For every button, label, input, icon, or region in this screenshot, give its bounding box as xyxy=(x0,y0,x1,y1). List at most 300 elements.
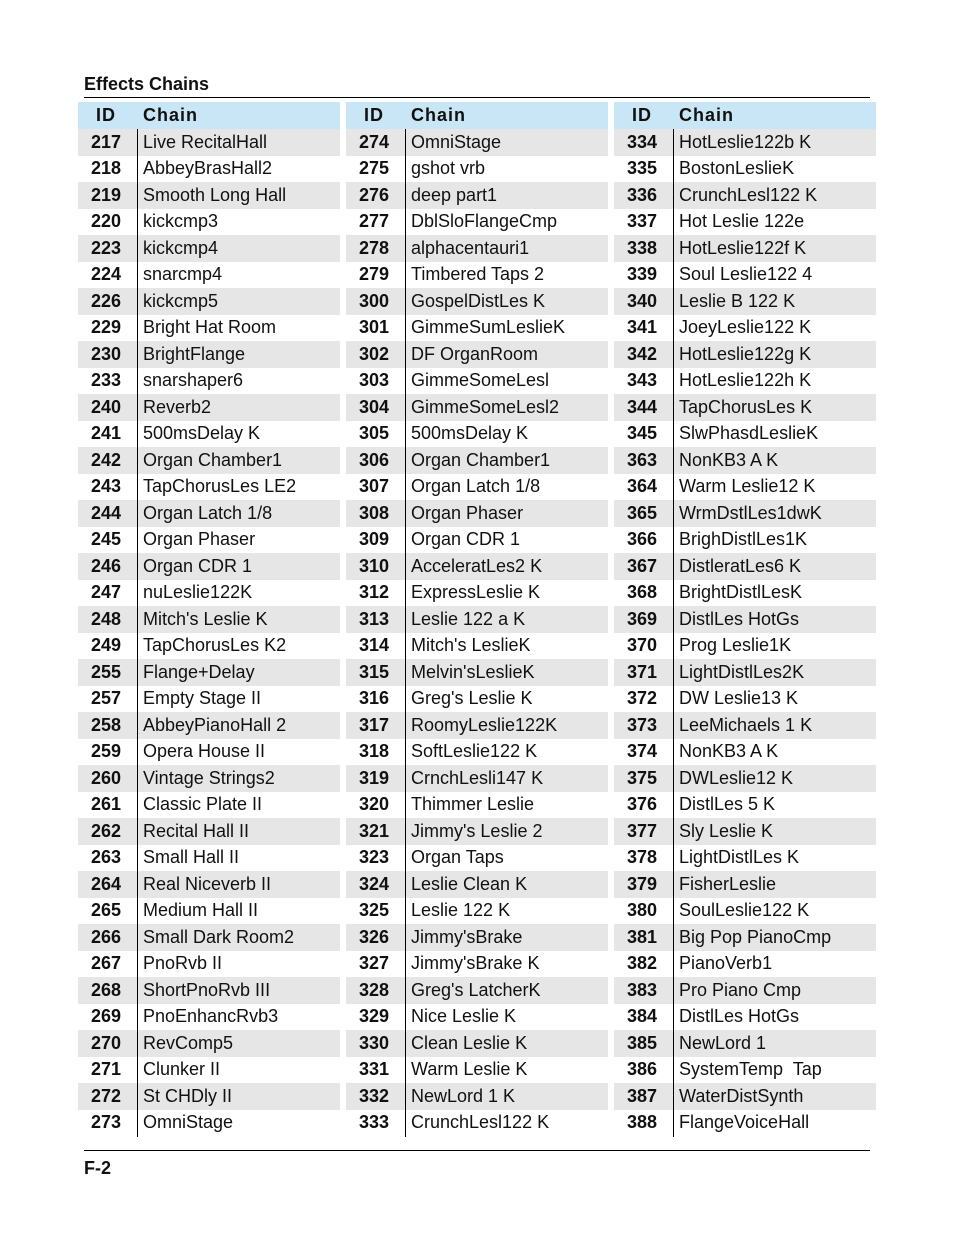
chain-id: 303 xyxy=(358,370,390,391)
chain-id: 307 xyxy=(358,476,390,497)
chain-name: Organ Chamber1 xyxy=(411,449,551,470)
chain-id: 217 xyxy=(90,131,122,152)
chain-id: 325 xyxy=(358,900,390,921)
chain-id: 218 xyxy=(90,158,122,179)
chain-name: ShortPnoRvb III xyxy=(143,979,271,1000)
chain-name: nuLeslie122K xyxy=(143,582,253,603)
chain-name: Thimmer Leslie xyxy=(411,794,535,815)
chain-name: Mitch's Leslie K xyxy=(143,608,268,629)
table-row xyxy=(78,792,340,819)
chain-id: 383 xyxy=(626,979,658,1000)
table-row xyxy=(78,129,340,156)
column-divider xyxy=(137,129,138,1137)
chain-id: 247 xyxy=(90,582,122,603)
chain-id: 248 xyxy=(90,608,122,629)
chain-name: LightDistlLes2K xyxy=(679,661,805,682)
table-row xyxy=(614,129,876,156)
chain-name: 500msDelay K xyxy=(143,423,261,444)
chain-name: TapChorusLes K2 xyxy=(143,635,287,656)
table-row xyxy=(78,368,340,395)
chain-id: 368 xyxy=(626,582,658,603)
chain-name: Organ Phaser xyxy=(143,529,256,550)
table-row xyxy=(78,712,340,739)
table-row xyxy=(346,421,608,448)
chain-name: FisherLeslie xyxy=(679,873,777,894)
chain-id: 370 xyxy=(626,635,658,656)
chain-id: 241 xyxy=(90,423,122,444)
table-row xyxy=(614,394,876,421)
table-row xyxy=(346,500,608,527)
chain-id: 274 xyxy=(358,131,390,152)
chain-name: BrighDistlLes1K xyxy=(679,529,808,550)
table-header-row xyxy=(78,102,340,129)
table-row xyxy=(346,288,608,315)
table-row xyxy=(614,712,876,739)
table-row xyxy=(346,368,608,395)
table-row xyxy=(346,606,608,633)
table-row xyxy=(346,977,608,1004)
chain-name: HotLeslie122b K xyxy=(679,131,812,152)
chain-id: 334 xyxy=(626,131,658,152)
chain-id: 242 xyxy=(90,449,122,470)
table-row xyxy=(614,606,876,633)
table-row xyxy=(346,447,608,474)
chain-id: 367 xyxy=(626,555,658,576)
chain-name: Warm Leslie12 K xyxy=(679,476,816,497)
chain-id: 373 xyxy=(626,714,658,735)
chain-name: kickcmp5 xyxy=(143,290,219,311)
table-row xyxy=(346,659,608,686)
chain-id: 271 xyxy=(90,1059,122,1080)
chain-name: DistleratLes6 K xyxy=(679,555,802,576)
chain-name: Jimmy'sBrake K xyxy=(411,953,540,974)
chain-id: 374 xyxy=(626,741,658,762)
table-row xyxy=(346,792,608,819)
chain-id: 328 xyxy=(358,979,390,1000)
table-row xyxy=(346,129,608,156)
table-row xyxy=(614,686,876,713)
footer-rule xyxy=(84,1150,870,1151)
chain-name: HotLeslie122h K xyxy=(679,370,812,391)
table-row xyxy=(614,341,876,368)
table-row xyxy=(346,951,608,978)
chain-name: Hot Leslie 122e xyxy=(679,211,805,232)
chain-name: SlwPhasdLeslieK xyxy=(679,423,819,444)
table-row xyxy=(78,315,340,342)
table-row xyxy=(614,500,876,527)
table-row xyxy=(78,739,340,766)
table-row xyxy=(614,527,876,554)
chain-id: 377 xyxy=(626,820,658,841)
table-row xyxy=(346,924,608,951)
chain-name: RevComp5 xyxy=(143,1032,234,1053)
table-row xyxy=(78,527,340,554)
table-row xyxy=(346,553,608,580)
table-row xyxy=(78,633,340,660)
chain-name: LightDistlLes K xyxy=(679,847,800,868)
table-row xyxy=(614,235,876,262)
chain-id: 379 xyxy=(626,873,658,894)
chain-id: 306 xyxy=(358,449,390,470)
table-row xyxy=(614,659,876,686)
chain-name: Leslie 122 a K xyxy=(411,608,526,629)
chain-name: Medium Hall II xyxy=(143,900,259,921)
chain-id: 277 xyxy=(358,211,390,232)
table-row xyxy=(346,156,608,183)
chain-id: 243 xyxy=(90,476,122,497)
table-row xyxy=(346,765,608,792)
chain-name: CrnchLesli147 K xyxy=(411,767,544,788)
table-row xyxy=(78,1057,340,1084)
chain-name: Big Pop PianoCmp xyxy=(679,926,832,947)
chain-name: Jimmy'sBrake xyxy=(411,926,523,947)
chain-id: 244 xyxy=(90,502,122,523)
chain-id: 323 xyxy=(358,847,390,868)
chain-id: 376 xyxy=(626,794,658,815)
chain-name: GimmeSomeLesl2 xyxy=(411,396,560,417)
table-row xyxy=(614,977,876,1004)
chain-id: 386 xyxy=(626,1059,658,1080)
chain-id: 229 xyxy=(90,317,122,338)
chain-name: AbbeyBrasHall2 xyxy=(143,158,273,179)
chain-id: 261 xyxy=(90,794,122,815)
chain-name: Pro Piano Cmp xyxy=(679,979,802,1000)
table-column-1 xyxy=(78,102,340,1136)
chain-name: SoftLeslie122 K xyxy=(411,741,538,762)
table-row xyxy=(346,527,608,554)
chain-name: BrightDistlLesK xyxy=(679,582,803,603)
chain-id: 273 xyxy=(90,1112,122,1133)
chain-name: SoulLeslie122 K xyxy=(679,900,810,921)
chain-id: 220 xyxy=(90,211,122,232)
chain-name: PnoEnhancRvb3 xyxy=(143,1006,279,1027)
table-row xyxy=(346,898,608,925)
chain-name: Leslie 122 K xyxy=(411,900,511,921)
chain-id: 388 xyxy=(626,1112,658,1133)
page-title: Effects Chains xyxy=(84,74,210,94)
chain-id: 371 xyxy=(626,661,658,682)
table-row xyxy=(614,580,876,607)
chain-name: CrunchLesl122 K xyxy=(679,184,818,205)
chain-name: FlangeVoiceHall xyxy=(679,1112,810,1133)
chain-id: 275 xyxy=(358,158,390,179)
chain-id: 263 xyxy=(90,847,122,868)
table-row xyxy=(614,156,876,183)
table-row xyxy=(78,1110,340,1137)
chain-name: alphacentauri1 xyxy=(411,237,530,258)
chain-id: 265 xyxy=(90,900,122,921)
chain-name: NonKB3 A K xyxy=(679,741,779,762)
chain-id: 326 xyxy=(358,926,390,947)
chain-id: 331 xyxy=(358,1059,390,1080)
chain-name: Small Dark Room2 xyxy=(143,926,295,947)
chain-id: 276 xyxy=(358,184,390,205)
table-row xyxy=(346,1083,608,1110)
chain-id: 364 xyxy=(626,476,658,497)
chain-name: Opera House II xyxy=(143,741,266,762)
chain-name: JoeyLeslie122 K xyxy=(679,317,812,338)
chain-id: 324 xyxy=(358,873,390,894)
chain-name: Sly Leslie K xyxy=(679,820,774,841)
table-column-3 xyxy=(614,102,876,1136)
chain-name: GimmeSumLeslieK xyxy=(411,317,566,338)
chain-id: 363 xyxy=(626,449,658,470)
chain-id: 329 xyxy=(358,1006,390,1027)
chain-name: TapChorusLes K xyxy=(679,396,813,417)
chain-id: 338 xyxy=(626,237,658,258)
chain-name: OmniStage xyxy=(411,131,502,152)
table-row xyxy=(614,553,876,580)
chain-name: DF OrganRoom xyxy=(411,343,539,364)
chain-name: DistlLes 5 K xyxy=(679,794,776,815)
table-row xyxy=(78,580,340,607)
table-row xyxy=(78,500,340,527)
chain-id: 365 xyxy=(626,502,658,523)
chain-name: AbbeyPianoHall 2 xyxy=(143,714,287,735)
table-row xyxy=(78,341,340,368)
chain-id: 387 xyxy=(626,1085,658,1106)
chain-id: 319 xyxy=(358,767,390,788)
header-id: ID xyxy=(632,105,652,125)
chain-id: 320 xyxy=(358,794,390,815)
chain-name: DWLeslie12 K xyxy=(679,767,794,788)
chain-name: Real Niceverb II xyxy=(143,873,272,894)
chain-id: 330 xyxy=(358,1032,390,1053)
table-row xyxy=(614,1110,876,1137)
chain-id: 335 xyxy=(626,158,658,179)
table-row xyxy=(614,633,876,660)
table-row xyxy=(78,447,340,474)
chain-id: 312 xyxy=(358,582,390,603)
chain-name: Warm Leslie K xyxy=(411,1059,528,1080)
chain-name: LeeMichaels 1 K xyxy=(679,714,813,735)
table-row xyxy=(614,1083,876,1110)
chain-name: Recital Hall II xyxy=(143,820,250,841)
chain-name: Flange+Delay xyxy=(143,661,255,682)
chain-name: Small Hall II xyxy=(143,847,240,868)
chain-id: 269 xyxy=(90,1006,122,1027)
chain-id: 332 xyxy=(358,1085,390,1106)
table-row xyxy=(614,209,876,236)
chain-name: DistlLes HotGs xyxy=(679,1006,800,1027)
table-row xyxy=(78,924,340,951)
chain-id: 279 xyxy=(358,264,390,285)
chain-id: 339 xyxy=(626,264,658,285)
table-row xyxy=(346,341,608,368)
chain-name: AcceleratLes2 K xyxy=(411,555,543,576)
table-row xyxy=(614,474,876,501)
table-row xyxy=(78,1004,340,1031)
table-row xyxy=(78,871,340,898)
chain-name: Soul Leslie122 4 xyxy=(679,264,813,285)
header-id: ID xyxy=(364,105,384,125)
chain-name: kickcmp4 xyxy=(143,237,219,258)
table-column-2 xyxy=(346,102,608,1136)
table-header-row xyxy=(346,102,608,129)
table-row xyxy=(614,924,876,951)
table-row xyxy=(78,606,340,633)
chain-id: 266 xyxy=(90,926,122,947)
table-row xyxy=(614,1057,876,1084)
table-row xyxy=(614,368,876,395)
table-row xyxy=(78,209,340,236)
chain-name: DblSloFlangeCmp xyxy=(411,211,558,232)
chain-id: 300 xyxy=(358,290,390,311)
chain-name: kickcmp3 xyxy=(143,211,219,232)
chain-name: deep part1 xyxy=(411,184,498,205)
chain-name: Classic Plate II xyxy=(143,794,263,815)
chain-name: CrunchLesl122 K xyxy=(411,1112,550,1133)
chain-id: 249 xyxy=(90,635,122,656)
chain-id: 268 xyxy=(90,979,122,1000)
table-row xyxy=(346,818,608,845)
chain-id: 309 xyxy=(358,529,390,550)
chain-name: 500msDelay K xyxy=(411,423,529,444)
table-row xyxy=(78,288,340,315)
chain-name: Organ Latch 1/8 xyxy=(411,476,541,497)
chain-id: 314 xyxy=(358,635,390,656)
table-row xyxy=(346,739,608,766)
chain-name: RoomyLeslie122K xyxy=(411,714,558,735)
chain-id: 267 xyxy=(90,953,122,974)
chain-id: 369 xyxy=(626,608,658,629)
chain-name: Vintage Strings2 xyxy=(143,767,275,788)
chain-id: 301 xyxy=(358,317,390,338)
table-row xyxy=(614,262,876,289)
chain-id: 372 xyxy=(626,688,658,709)
table-row xyxy=(346,262,608,289)
title-rule xyxy=(84,97,870,98)
chain-name: Organ Phaser xyxy=(411,502,524,523)
header-chain: Chain xyxy=(679,105,735,125)
table-row xyxy=(78,553,340,580)
chain-id: 226 xyxy=(90,290,122,311)
chain-name: ExpressLeslie K xyxy=(411,582,541,603)
page-number: F-2 xyxy=(84,1158,111,1178)
chain-name: Clean Leslie K xyxy=(411,1032,528,1053)
table-row xyxy=(78,765,340,792)
chain-name: Bright Hat Room xyxy=(143,317,277,338)
table-row xyxy=(346,633,608,660)
chain-id: 304 xyxy=(358,396,390,417)
chain-id: 315 xyxy=(358,661,390,682)
chain-id: 310 xyxy=(358,555,390,576)
chain-id: 336 xyxy=(626,184,658,205)
table-row xyxy=(346,580,608,607)
table-row xyxy=(614,871,876,898)
chain-name: Leslie B 122 K xyxy=(679,290,796,311)
table-row xyxy=(78,818,340,845)
chain-id: 259 xyxy=(90,741,122,762)
chain-id: 375 xyxy=(626,767,658,788)
chain-name: Reverb2 xyxy=(143,396,212,417)
table-row xyxy=(614,898,876,925)
chain-name: Timbered Taps 2 xyxy=(411,264,545,285)
table-row xyxy=(346,712,608,739)
chain-name: Organ CDR 1 xyxy=(143,555,253,576)
chain-name: Nice Leslie K xyxy=(411,1006,517,1027)
chain-id: 255 xyxy=(90,661,122,682)
chain-name: NewLord 1 K xyxy=(411,1085,516,1106)
table-row xyxy=(78,977,340,1004)
table-row xyxy=(614,182,876,209)
table-row xyxy=(78,1083,340,1110)
table-row xyxy=(614,792,876,819)
table-row xyxy=(346,686,608,713)
chain-name: St CHDly II xyxy=(143,1085,233,1106)
table-row xyxy=(78,951,340,978)
chain-name: HotLeslie122f K xyxy=(679,237,807,258)
chain-id: 219 xyxy=(90,184,122,205)
chain-name: Empty Stage II xyxy=(143,688,262,709)
chain-name: Clunker II xyxy=(143,1059,221,1080)
table-row xyxy=(614,447,876,474)
chain-name: Greg's LatcherK xyxy=(411,979,541,1000)
chain-name: PnoRvb II xyxy=(143,953,223,974)
table-row xyxy=(346,845,608,872)
table-row xyxy=(614,288,876,315)
chain-id: 333 xyxy=(358,1112,390,1133)
table-row xyxy=(78,182,340,209)
chain-name: Jimmy's Leslie 2 xyxy=(411,820,543,841)
chain-name: WrmDstlLes1dwK xyxy=(679,502,822,523)
table-row xyxy=(78,845,340,872)
table-row xyxy=(78,262,340,289)
table-row xyxy=(346,1057,608,1084)
chain-id: 264 xyxy=(90,873,122,894)
chain-id: 366 xyxy=(626,529,658,550)
chain-id: 342 xyxy=(626,343,658,364)
table-row xyxy=(614,1030,876,1057)
table-row xyxy=(78,1030,340,1057)
chain-id: 240 xyxy=(90,396,122,417)
chain-name: GospelDistLes K xyxy=(411,290,546,311)
table-row xyxy=(78,156,340,183)
chain-id: 385 xyxy=(626,1032,658,1053)
chain-name: snarcmp4 xyxy=(143,264,223,285)
chain-id: 262 xyxy=(90,820,122,841)
chain-id: 337 xyxy=(626,211,658,232)
chain-name: DW Leslie13 K xyxy=(679,688,799,709)
chain-name: NonKB3 A K xyxy=(679,449,779,470)
table-row xyxy=(346,235,608,262)
chain-name: snarshaper6 xyxy=(143,370,244,391)
chain-name: Organ Chamber1 xyxy=(143,449,283,470)
table-row xyxy=(346,871,608,898)
table-row xyxy=(78,394,340,421)
chain-name: GimmeSomeLesl xyxy=(411,370,550,391)
table-row xyxy=(78,686,340,713)
chain-name: WaterDistSynth xyxy=(679,1085,804,1106)
table-row xyxy=(614,1004,876,1031)
table-row xyxy=(78,659,340,686)
table-header-row xyxy=(614,102,876,129)
table-row xyxy=(614,765,876,792)
chain-id: 327 xyxy=(358,953,390,974)
chain-id: 230 xyxy=(90,343,122,364)
chain-name: Live RecitalHall xyxy=(143,131,268,152)
table-row xyxy=(614,421,876,448)
table-row xyxy=(78,474,340,501)
chain-name: Smooth Long Hall xyxy=(143,184,287,205)
chain-id: 245 xyxy=(90,529,122,550)
chain-name: OmniStage xyxy=(143,1112,234,1133)
chain-name: Prog Leslie1K xyxy=(679,635,792,656)
chain-id: 233 xyxy=(90,370,122,391)
table-row xyxy=(346,1004,608,1031)
chain-id: 260 xyxy=(90,767,122,788)
table-row xyxy=(346,394,608,421)
